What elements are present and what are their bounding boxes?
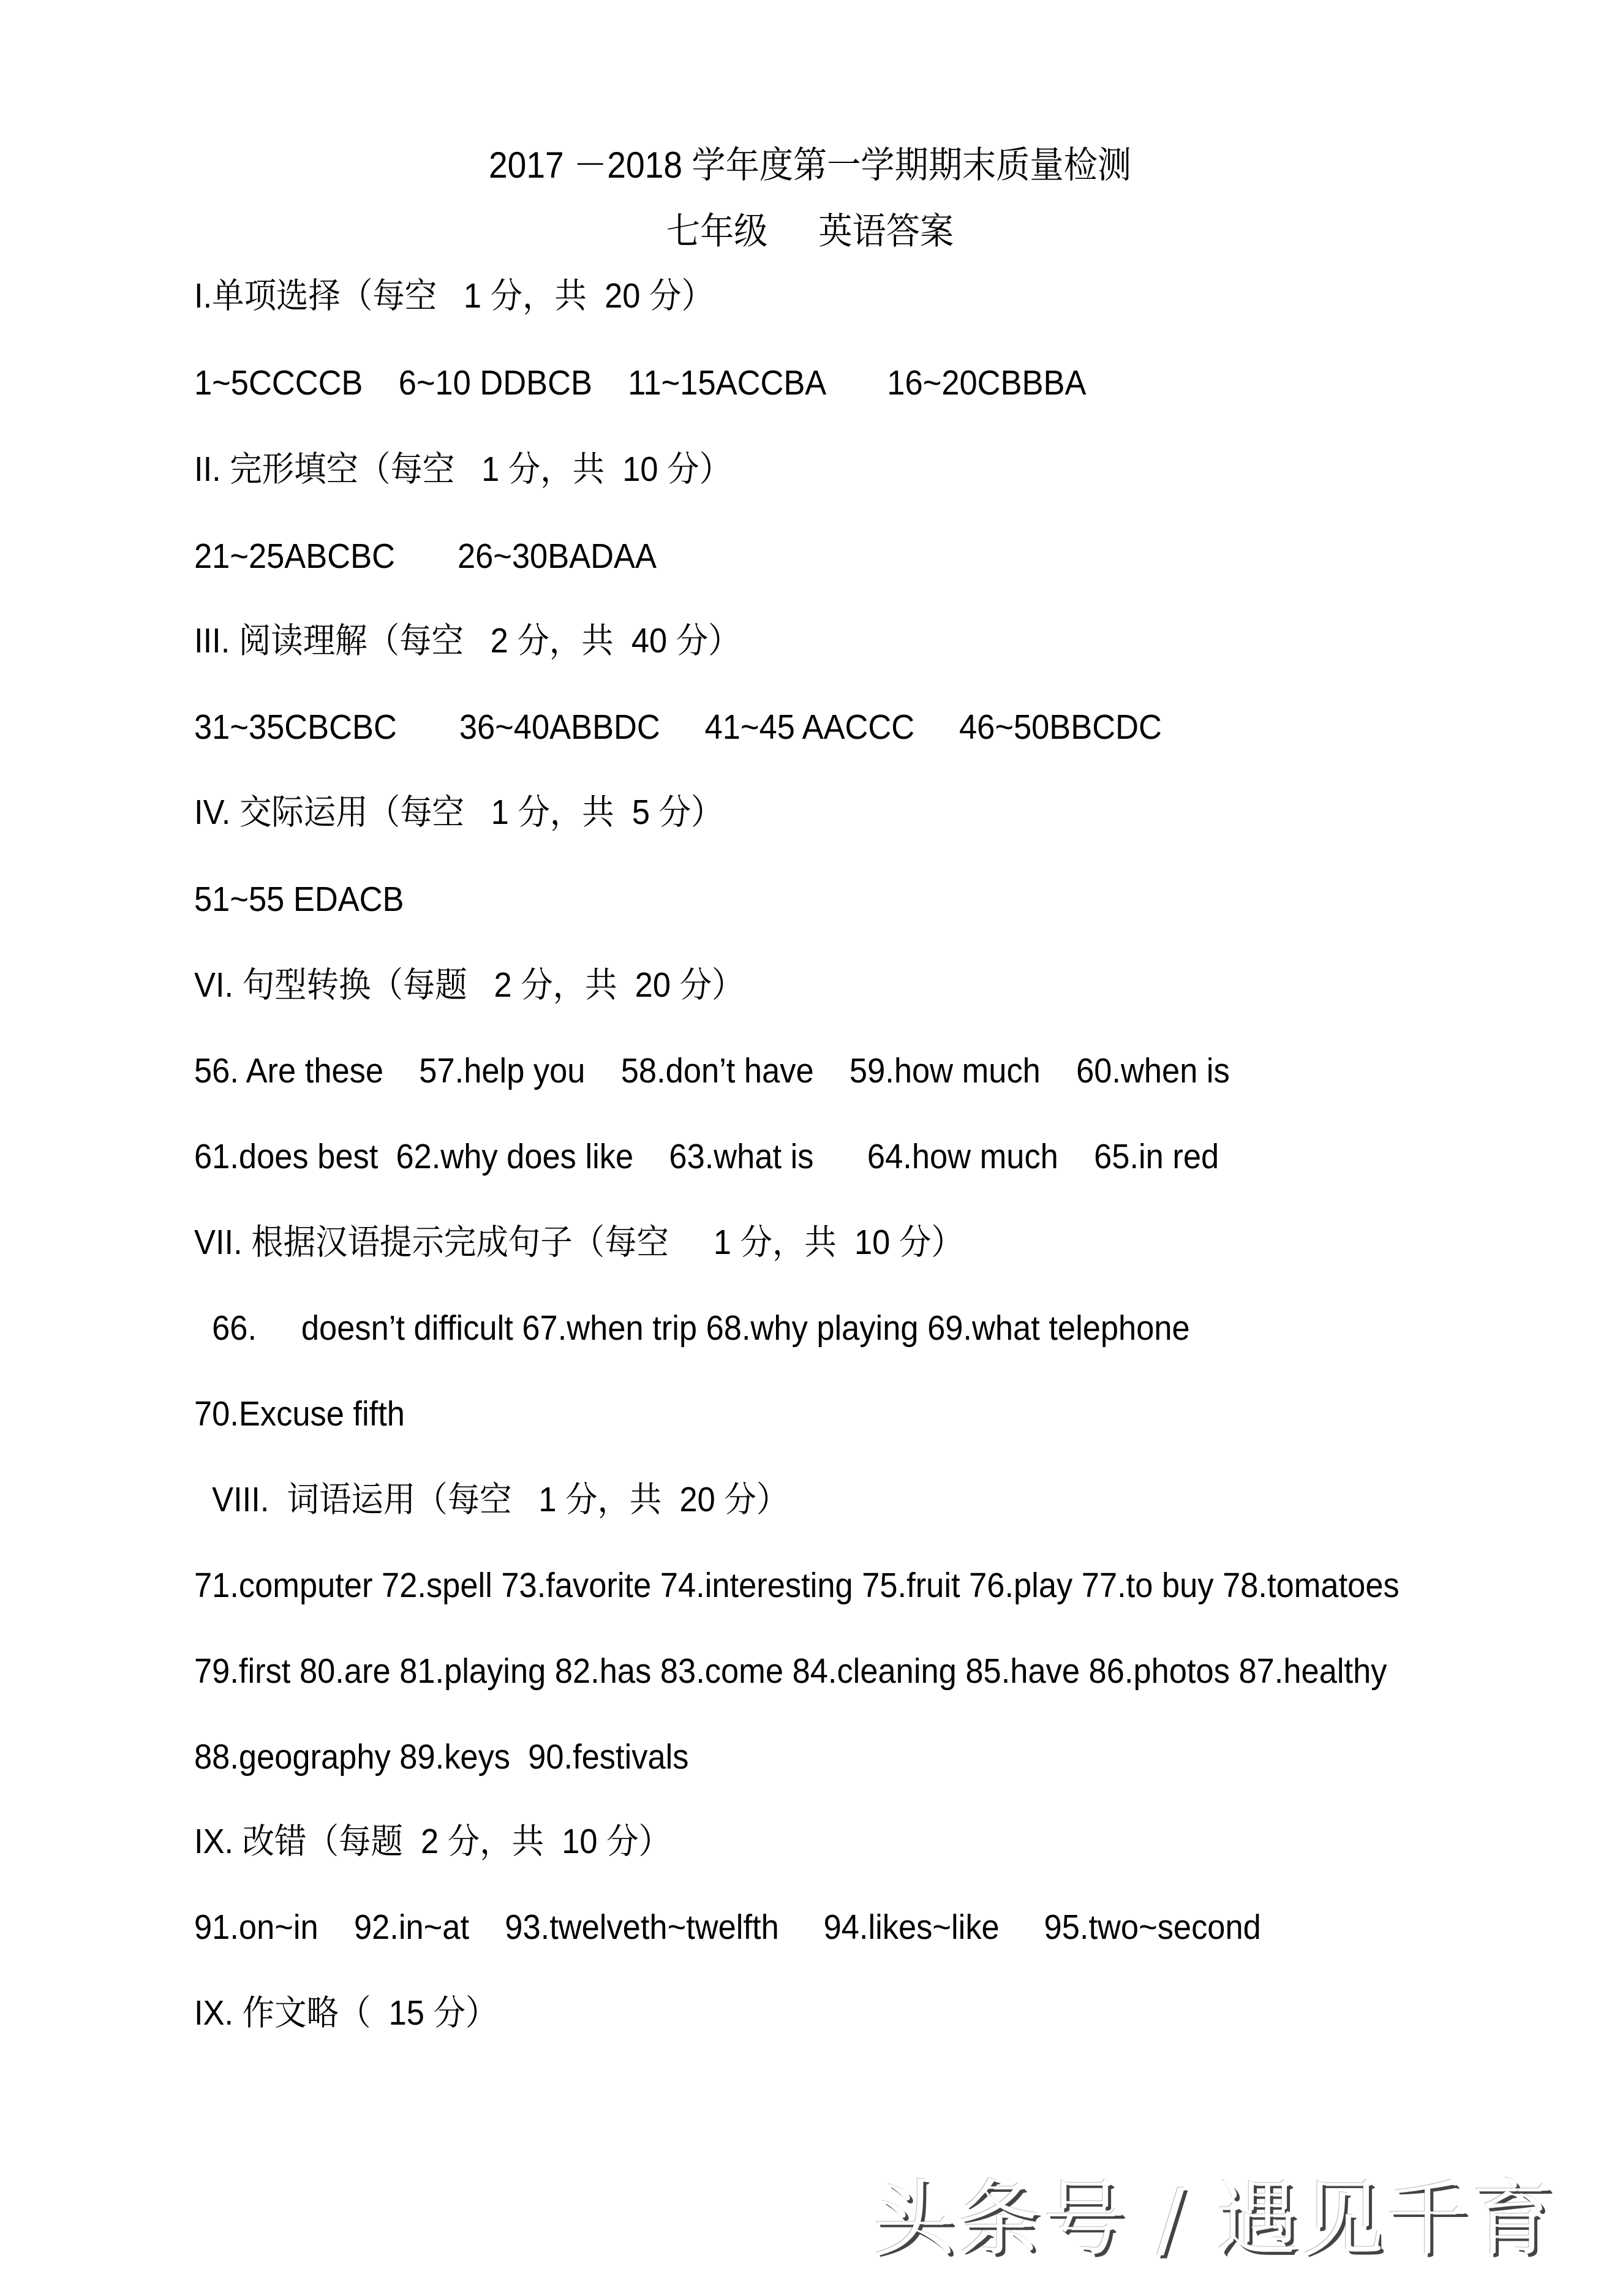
section-heading-4: IV. 交际运用（每空 1 分，共 5 分） xyxy=(194,793,723,832)
answer-line: 66. doesn’t difficult 67.when trip 68.why playing 69.what telephone xyxy=(194,1308,1190,1348)
section-heading-6: VI. 句型转换（每题 2 分，共 20 分） xyxy=(194,965,744,1005)
watermark: 头条号 / 遇见千育 xyxy=(873,2171,1557,2267)
answer-line: 56. Are these 57.help you 58.don’t have 59.how much 60.when is xyxy=(194,1051,1230,1090)
section-heading-1: I.单项选择（每空 1 分，共 20 分） xyxy=(194,276,714,315)
answer-line: 70.Excuse fifth xyxy=(194,1394,405,1433)
answer-line: 21~25ABCBC 26~30BADAA xyxy=(194,537,657,576)
document-subtitle xyxy=(65,213,1555,250)
answer-line: 31~35CBCBC 36~40ABBDC 41~45 AACCC 46~50BBCDC xyxy=(194,708,1162,747)
answer-line: 79.first 80.are 81.playing 82.has 83.come 84.cleaning 85.have 86.photos 87.healthy xyxy=(194,1652,1387,1691)
section-heading-2: II. 完形填空（每空 1 分，共 10 分） xyxy=(194,450,732,489)
section-heading-composition: IX. 作文略（ 15 分） xyxy=(194,1993,498,2033)
section-heading-8: VIII. 词语运用（每空 1 分，共 20 分） xyxy=(194,1480,789,1519)
grade-label: 七年级 xyxy=(666,211,768,252)
answer-line: 51~55 EDACB xyxy=(194,880,404,919)
section-heading-9: IX. 改错（每题 2 分，共 10 分） xyxy=(194,1822,671,1861)
answer-line: 71.computer 72.spell 73.favorite 74.interesting 75.fruit 76.play 77.to buy 78.tomatoes xyxy=(194,1566,1400,1605)
section-heading-7: VII. 根据汉语提示完成句子（每空 1 分，共 10 分） xyxy=(194,1223,963,1262)
answer-line: 91.on~in 92.in~at 93.twelveth~twelfth 94.likes~like 95.two~second xyxy=(194,1908,1261,1947)
answer-line: 1~5CCCCB 6~10 DDBCB 11~15ACCBA 16~20CBBBA xyxy=(194,363,1087,402)
section-heading-3: III. 阅读理解（每空 2 分，共 40 分） xyxy=(194,621,740,660)
subject-label: 英语答案 xyxy=(818,211,954,252)
answer-line: 88.geography 89.keys 90.festivals xyxy=(194,1737,689,1777)
answer-line: 61.does best 62.why does like 63.what is 64.how much 65.in red xyxy=(194,1137,1219,1176)
document-title: 2017 －2018 学年度第一学期期末质量检测 xyxy=(488,145,1132,186)
